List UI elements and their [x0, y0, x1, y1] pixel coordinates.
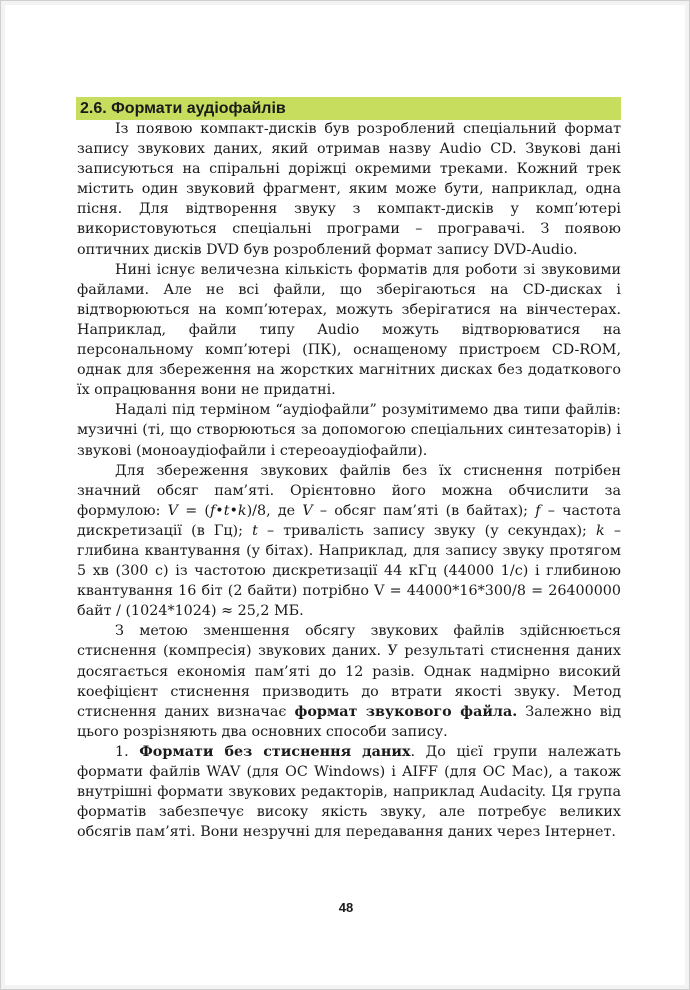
compression-tail: Залежно від цього розрізняють два основних способи запису.	[77, 703, 622, 740]
symbol-v: V	[302, 502, 313, 519]
list-number: 1.	[115, 743, 140, 760]
paragraph-compression	[77, 621, 621, 742]
paragraph-file-formats: Нині існує величезна кількість форматів для роботи зі звуковими файлами. Але не всі файли, що зберігаються на CD-дисках і відтворюються на комп’ютерах, можуть зберігатися на вінчестерах. Наприклад, файли типу Audio можуть відтворюватися на персональному комп’ютері (ПК), оснащеному пристроєм CD-ROM, однак для збереження на жорстких магнітних дисках без додаткового їх опрацювання вони не придатні.	[77, 261, 621, 399]
symbol-t: t	[252, 522, 258, 539]
formula-k: k	[237, 502, 247, 519]
symbol-f: f	[535, 502, 541, 519]
section-title: 2.6. Формати аудіофайлів	[76, 97, 621, 120]
symbol-f-desc: – частота дискретизації (в Гц);	[77, 502, 622, 539]
paragraph-audio-cd: Із появою компакт-дисків був розроблений спеціальний формат запису звукових даних, який отримав назву Audio CD. Звукові дані записуються на спіральні доріжці окремими треками. Кожний трек містить один звуковий фрагмент, яким може бути, наприклад, одна пісня. Для відтворення звуку з компакт-дисків у комп’ютері використовуються спеціальні програми – програвачі. З появою оптичних дисків DVD був розроблений формат запису DVD-Audio.	[77, 121, 621, 258]
paragraph-memory-formula	[77, 461, 621, 622]
formula-f: f	[209, 502, 216, 519]
formula-intro: Для збереження звукових файлів без їх стиснення потрібен значний обсяг пам’яті. Орієнтовно його можна обчислити за формулою:	[77, 462, 621, 519]
formula-eq: = (	[177, 502, 210, 519]
symbol-k: k	[596, 522, 605, 539]
page-content	[77, 119, 621, 842]
symbol-t-desc: – тривалість запису звуку (у секундах);	[257, 522, 597, 539]
formula-dot: •	[229, 502, 238, 519]
page-number: 48	[338, 900, 354, 915]
symbol-v-desc: – обсяг пам’яті (в байтах);	[312, 502, 536, 519]
paragraph-uncompressed-formats	[77, 742, 621, 842]
compression-text: З метою зменшення обсягу звукових файлів здійснюється стиснення (компресія) звукових даних. У результаті стиснення даних досягається економія пам’яті до 12 разів. Однак надмірно високий коефіцієнт стиснення призводить до втрати якості звуку. Метод стиснення даних визначає	[77, 623, 621, 720]
formula-v: V	[167, 502, 178, 519]
symbol-k-desc: – глибина квантування (у бітах). Наприклад, для запису звуку протягом 5 хв (300 с) із частотою дискретизації 44 кГц (44000 1/с) і глибиною квантування 16 біт (2 байти) потрібно V = 44000*16*300/8 = 26400000 байт / (1024*1024) ≈ 25,2 МБ.	[77, 522, 621, 620]
uncompressed-text: . До цієї групи належать формати файлів WAV (для ОС Windows) і AIFF (для ОС Mac), а також внутрішні формати звукових редакторів, наприклад Audacity. Ця група форматів забезпечує високу якість звуку, але потребує великих обсягів пам’яті. Вони незручні для передавання даних через Інтернет.	[77, 743, 621, 841]
formula-dot: •	[215, 502, 224, 519]
paragraph-audiofile-types: Надалі під терміном “аудіофайли” розумітимемо два типи файлів: музичні (ті, що створюються за допомогою спеціальних синтезаторів) і звукові (моноаудіофайли і стереоаудіофайли).	[77, 402, 621, 459]
compression-term: формат звукового файла.	[294, 703, 518, 720]
uncompressed-term: Формати без стиснення даних	[139, 743, 411, 760]
formula-t: t	[223, 502, 230, 519]
formula-tail: )/8, де	[246, 502, 303, 519]
